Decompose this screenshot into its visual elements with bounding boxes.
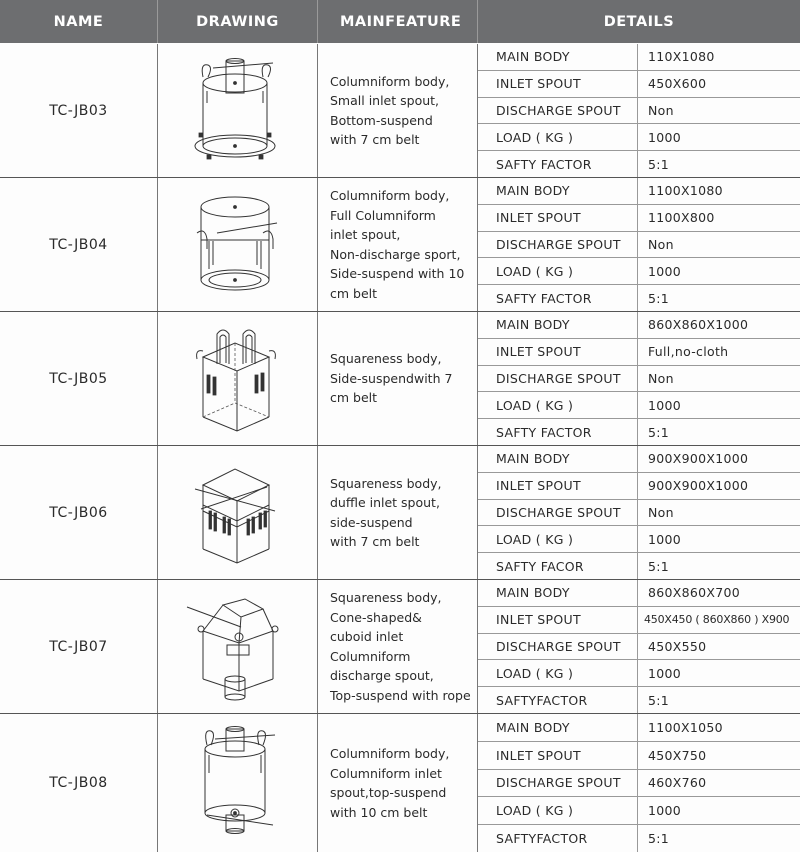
table-header — [0, 0, 800, 43]
detail-row: INLET SPOUT 450X450 ( 860X860 ) X900 — [478, 607, 800, 634]
product-drawing — [158, 580, 318, 713]
main-feature: Squareness body, Side-suspendwith 7 cm belt — [318, 312, 478, 445]
detail-row: SAFTYFACTOR 5:1 — [478, 687, 800, 713]
detail-row: LOAD ( KG ) 1000 — [478, 124, 800, 151]
square-side-suspend-bag-icon — [183, 319, 293, 439]
product-drawing — [158, 312, 318, 445]
header-mainfeature: MAINFEATURE — [318, 0, 478, 43]
header-name: NAME — [0, 0, 158, 43]
header-drawing: DRAWING — [158, 0, 318, 43]
details-table — [478, 446, 800, 579]
columniform-top-suspend-bag-icon — [183, 721, 293, 845]
table-row — [0, 312, 800, 446]
product-name: TC-JB04 — [0, 178, 158, 311]
table-row — [0, 178, 800, 312]
detail-row: INLET SPOUT 1100X800 — [478, 205, 800, 232]
product-drawing — [158, 44, 318, 177]
table-row — [0, 714, 800, 852]
main-feature: Columniform body, Columniform inlet spout,top-suspend with 10 cm belt — [318, 714, 478, 852]
detail-row: MAIN BODY 860X860X1000 — [478, 312, 800, 339]
detail-row: DISCHARGE SPOUT Non — [478, 232, 800, 259]
detail-row: LOAD ( KG ) 1000 — [478, 797, 800, 825]
detail-row: DISCHARGE SPOUT Non — [478, 366, 800, 393]
table-row — [0, 446, 800, 580]
table-row — [0, 580, 800, 714]
main-feature: Squareness body, duffle inlet spout, side-suspend with 7 cm belt — [318, 446, 478, 579]
details-table — [478, 178, 800, 311]
detail-row: DISCHARGE SPOUT Non — [478, 98, 800, 125]
details-table — [478, 312, 800, 445]
main-feature: Columniform body, Full Columniform inlet spout, Non-discharge sport, Side-suspend with 10 cm belt — [318, 178, 478, 311]
detail-row: MAIN BODY 860X860X700 — [478, 580, 800, 607]
header-details: DETAILS — [603, 13, 675, 30]
columniform-side-suspend-bag-icon — [183, 185, 293, 305]
product-drawing — [158, 178, 318, 311]
detail-row: MAIN BODY 900X900X1000 — [478, 446, 800, 473]
product-drawing — [158, 714, 318, 852]
columniform-bottom-suspend-bag-icon — [183, 51, 293, 171]
detail-row: SAFTYFACTOR 5:1 — [478, 825, 800, 852]
detail-row: SAFTY FACTOR 5:1 — [478, 285, 800, 311]
detail-row: MAIN BODY 110X1080 — [478, 44, 800, 71]
main-feature: Columniform body, Small inlet spout, Bottom-suspend with 7 cm belt — [318, 44, 478, 177]
details-table — [478, 580, 800, 713]
detail-row: SAFTY FACTOR 5:1 — [478, 151, 800, 177]
product-name: TC-JB06 — [0, 446, 158, 579]
detail-row: LOAD ( KG ) 1000 — [478, 526, 800, 553]
details-table — [478, 714, 800, 852]
detail-row: INLET SPOUT 450X750 — [478, 742, 800, 770]
details-table — [478, 44, 800, 177]
detail-row: LOAD ( KG ) 1000 — [478, 258, 800, 285]
square-duffle-top-bag-icon — [183, 453, 293, 573]
detail-row: INLET SPOUT 900X900X1000 — [478, 473, 800, 500]
product-drawing — [158, 446, 318, 579]
detail-row: DISCHARGE SPOUT 450X550 — [478, 634, 800, 661]
table-row — [0, 44, 800, 178]
product-name: TC-JB03 — [0, 44, 158, 177]
product-name: TC-JB07 — [0, 580, 158, 713]
detail-row: MAIN BODY 1100X1050 — [478, 714, 800, 742]
main-feature: Squareness body, Cone-shaped& cuboid inlet Columniform discharge spout, Top-suspend with rope — [318, 580, 478, 713]
detail-row: SAFTY FACOR 5:1 — [478, 553, 800, 579]
square-cone-top-bag-icon — [183, 587, 293, 707]
detail-row: INLET SPOUT 450X600 — [478, 71, 800, 98]
detail-row: INLET SPOUT Full,no-cloth — [478, 339, 800, 366]
product-name: TC-JB08 — [0, 714, 158, 852]
detail-row: MAIN BODY 1100X1080 — [478, 178, 800, 205]
detail-row: DISCHARGE SPOUT Non — [478, 500, 800, 527]
detail-row: LOAD ( KG ) 1000 — [478, 660, 800, 687]
detail-row: DISCHARGE SPOUT 460X760 — [478, 770, 800, 798]
detail-row: LOAD ( KG ) 1000 — [478, 392, 800, 419]
detail-row: SAFTY FACTOR 5:1 — [478, 419, 800, 445]
product-name: TC-JB05 — [0, 312, 158, 445]
